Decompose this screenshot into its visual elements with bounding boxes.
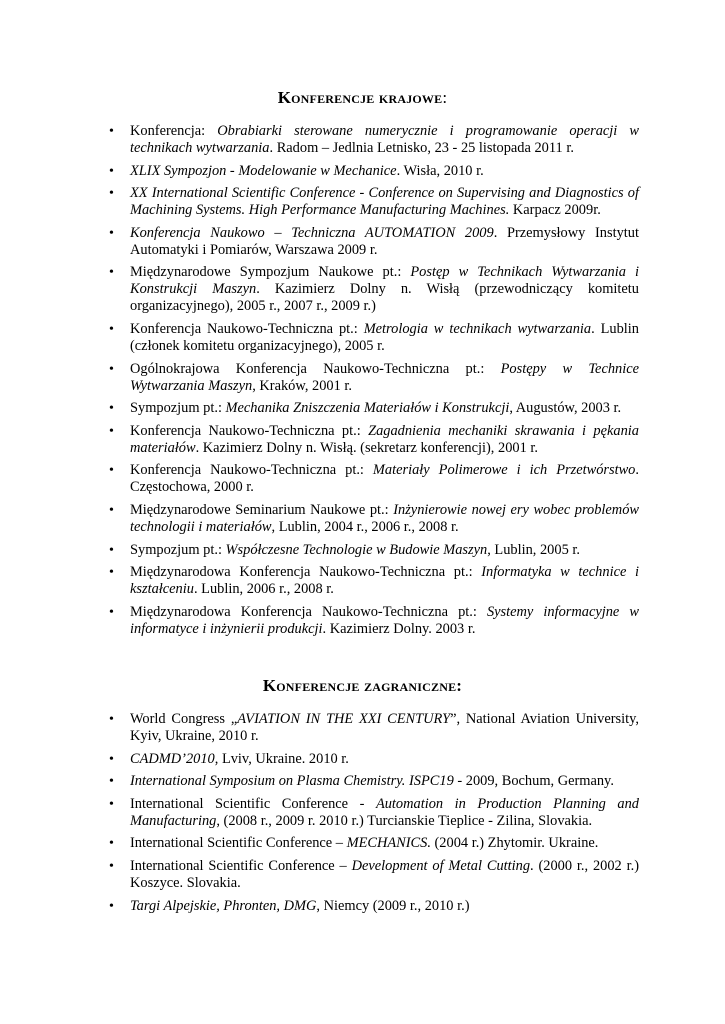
item-text: Międzynarodowa Konferencja Naukowo-Techniczna pt.: bbox=[130, 603, 487, 620]
item-text: Ogólnokrajowa Konferencja Naukowo-Techniczna pt.: bbox=[130, 360, 501, 377]
bullet-icon: • bbox=[109, 463, 114, 479]
item-details: , Lublin, 2005 r. bbox=[487, 541, 580, 558]
bullet-icon: • bbox=[109, 361, 114, 377]
item-details: - 2009, Bochum, Germany. bbox=[453, 773, 614, 790]
item-details: . Kazimierz Dolny n. Wisłą (przewodniczący komitetu organizacyjnego), 2005 r., 2007 r., 2009 r.) bbox=[130, 281, 640, 315]
item-details: Karpacz 2009r. bbox=[509, 202, 601, 219]
item-title: Współczesne Technologie w Budowie Maszyn bbox=[225, 541, 488, 558]
item-details: , Augustów, 2003 r. bbox=[509, 400, 622, 417]
item-text: Konferencja: bbox=[130, 123, 218, 139]
bullet-icon: • bbox=[109, 774, 114, 790]
list-item bbox=[0, 502, 725, 536]
item-title: Automation in Production Planning and Manufacturing bbox=[130, 795, 639, 829]
domestic-conference-list bbox=[0, 123, 725, 643]
list-item bbox=[0, 835, 725, 852]
list-item bbox=[0, 400, 725, 417]
bullet-icon: • bbox=[109, 712, 114, 727]
item-details: . Wisła, 2010 r. bbox=[396, 162, 484, 179]
item-text: International Scientific Conference – bbox=[130, 835, 347, 852]
item-title: Postęp w Technikach Wytwarzania i Konstrukcji Maszyn bbox=[130, 264, 639, 298]
bullet-icon: • bbox=[109, 542, 114, 558]
bullet-icon: • bbox=[109, 604, 114, 620]
section-title-domestic-text: Konferencje krajowe bbox=[277, 88, 443, 107]
item-details: , Kraków, 2001 r. bbox=[252, 377, 352, 394]
item-text: World Congress „ bbox=[130, 711, 238, 727]
item-title: Inżynierowie nowej ery wobec problemów technologii i materiałów bbox=[130, 501, 639, 535]
bullet-icon: • bbox=[109, 796, 114, 812]
section-title-domestic-colon: : bbox=[442, 88, 448, 107]
list-item bbox=[0, 858, 725, 892]
bullet-icon: • bbox=[109, 401, 114, 417]
section-title-domestic bbox=[0, 88, 725, 108]
list-item bbox=[0, 423, 725, 457]
item-details: (2004 r.) Zhytomir. Ukraine. bbox=[430, 835, 599, 852]
item-title: Development of Metal Cutting bbox=[351, 857, 531, 874]
item-details: , Lublin, 2004 r., 2006 r., 2008 r. bbox=[271, 518, 459, 535]
item-title: Systemy informacyjne w informatyce i inżynierii produkcji bbox=[130, 603, 639, 637]
bullet-icon: • bbox=[109, 751, 114, 767]
bullet-icon: • bbox=[109, 836, 114, 852]
list-item bbox=[0, 163, 725, 180]
item-title: Postępy w Technice Wytwarzania Maszyn bbox=[130, 360, 639, 394]
item-text: Sympozjum pt.: bbox=[130, 541, 226, 558]
list-item bbox=[0, 462, 725, 496]
item-details: , (2008 r., 2009 r. 2010 r.) Turcianskie Tieplice - Zilina, Slovakia. bbox=[216, 812, 593, 829]
list-item bbox=[0, 898, 725, 915]
list-item bbox=[0, 225, 725, 259]
list-item bbox=[0, 321, 725, 355]
list-item bbox=[0, 123, 725, 157]
list-item bbox=[0, 604, 725, 638]
item-details: . Częstochowa, 2000 r. bbox=[130, 462, 639, 496]
item-title: Materiały Polimerowe i ich Przetwórstwo bbox=[372, 462, 636, 479]
list-item bbox=[0, 264, 725, 315]
item-title: MECHANICS. bbox=[346, 835, 431, 852]
item-text: International Scientific Conference – bbox=[130, 857, 352, 874]
item-title: AVIATION IN THE XXI CENTURY bbox=[237, 711, 451, 727]
bullet-icon: • bbox=[109, 502, 114, 518]
bullet-icon: • bbox=[109, 423, 114, 439]
item-details: . Radom – Jedlnia Letnisko, 23 - 25 listopada 2011 r. bbox=[269, 140, 574, 156]
item-title: Informatyka w technice i kształceniu bbox=[130, 564, 639, 598]
item-title: CADMD’2010 bbox=[130, 750, 215, 767]
bullet-icon: • bbox=[109, 858, 114, 874]
item-text: Konferencja Naukowo-Techniczna pt.: bbox=[130, 320, 364, 337]
item-text: International Scientific Conference - bbox=[130, 795, 376, 812]
bullet-icon: • bbox=[109, 565, 114, 581]
bullet-icon: • bbox=[109, 321, 114, 337]
item-title: Mechanika Zniszczenia Materiałów i Konstrukcji bbox=[225, 400, 510, 417]
item-title: Zagadnienia mechaniki skrawania i pękania materiałów bbox=[130, 422, 639, 456]
item-title: Metrologia w technikach wytwarzania bbox=[363, 320, 592, 337]
bullet-icon: • bbox=[109, 225, 114, 241]
item-title: Konferencja Naukowo – Techniczna AUTOMATION 2009 bbox=[130, 224, 494, 241]
item-text: Konferencja Naukowo-Techniczna pt.: bbox=[130, 462, 373, 479]
item-details: , Niemcy (2009 r., 2010 r.) bbox=[316, 897, 470, 914]
item-details: ”, National Aviation University, Kyiv, Ukraine, 2010 r. bbox=[130, 711, 639, 744]
item-details: . Kazimierz Dolny. 2003 r. bbox=[322, 620, 476, 637]
list-item bbox=[0, 796, 725, 830]
item-title: Targi Alpejskie, Phronten, DMG bbox=[130, 897, 317, 914]
list-item bbox=[0, 185, 725, 219]
list-item bbox=[0, 773, 725, 790]
bullet-icon: • bbox=[109, 265, 114, 281]
item-title: Obrabiarki sterowane numerycznie i programowanie operacji w technikach wytwarzania bbox=[130, 123, 639, 156]
list-item bbox=[0, 564, 725, 598]
list-item bbox=[0, 711, 725, 745]
bullet-icon: • bbox=[109, 163, 114, 179]
bullet-icon: • bbox=[109, 124, 114, 139]
list-item bbox=[0, 751, 725, 768]
item-text: Międzynarodowe Seminarium Naukowe pt.: bbox=[130, 501, 394, 518]
foreign-conference-list bbox=[0, 711, 725, 920]
item-title: International Symposium on Plasma Chemistry. ISPC19 bbox=[130, 773, 454, 790]
item-details: . Lublin, 2006 r., 2008 r. bbox=[193, 581, 334, 598]
list-item bbox=[0, 542, 725, 559]
item-text: Międzynarodowe Sympozjum Naukowe pt.: bbox=[130, 264, 411, 281]
list-item bbox=[0, 361, 725, 395]
item-details: . (2000 r., 2002 r.) Koszyce. Slovakia. bbox=[130, 857, 639, 891]
item-text: Konferencja Naukowo-Techniczna pt.: bbox=[130, 422, 369, 439]
item-title: XLIX Sympozjon - Modelowanie w Mechanice bbox=[130, 162, 397, 179]
item-details: . Kazimierz Dolny n. Wisłą. (sekretarz konferencji), 2001 r. bbox=[195, 439, 538, 456]
item-text: Sympozjum pt.: bbox=[130, 400, 226, 417]
bullet-icon: • bbox=[109, 898, 114, 914]
section-title-foreign: Konferencje zagraniczne: bbox=[262, 676, 463, 695]
bullet-icon: • bbox=[109, 186, 114, 202]
item-details: , Lviv, Ukraine. 2010 r. bbox=[214, 750, 349, 767]
item-details: . Przemysłowy Instytut Automatyki i Pomiarów, Warszawa 2009 r. bbox=[130, 224, 639, 258]
item-text: Międzynarodowa Konferencja Naukowo-Techniczna pt.: bbox=[130, 564, 482, 581]
item-title: XX International Scientific Conference - Conference on Supervising and Diagnostics of Machining Systems. High Performance Manufacturing Machines. bbox=[130, 185, 639, 219]
item-details: . Lublin (członek komitetu organizacyjnego), 2005 r. bbox=[130, 320, 640, 354]
